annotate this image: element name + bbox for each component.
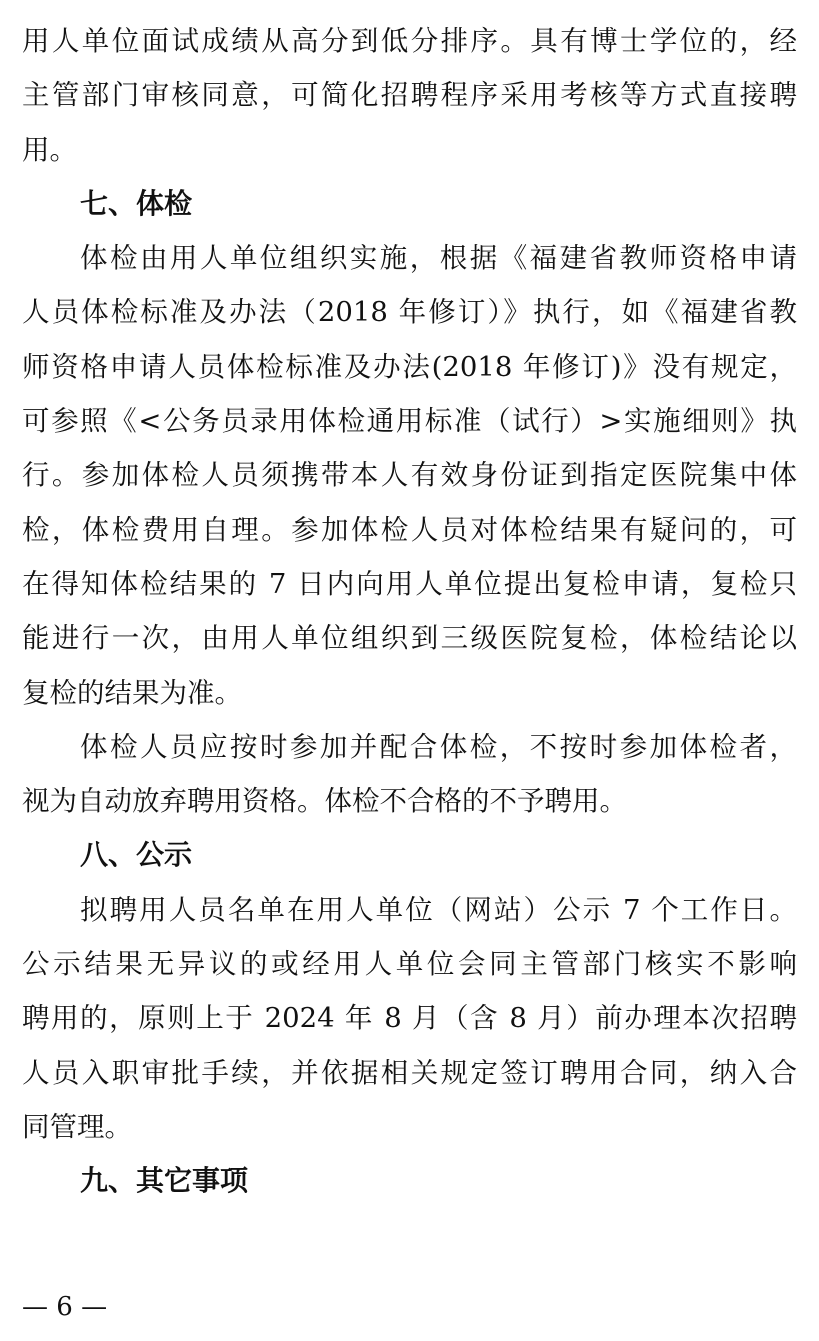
paragraph-line: 能进行一次，由用人单位组织到三级医院复检，体检结论以: [22, 622, 797, 655]
paragraph-line: 同管理。: [22, 1110, 132, 1143]
section-heading: 七、体检: [80, 186, 193, 220]
paragraph-line: 复检的结果为准。: [22, 676, 242, 709]
paragraph-line: 体检由用人单位组织实施，根据《福建省教师资格申请: [80, 242, 797, 275]
page-number: — 6 —: [22, 1292, 108, 1322]
section-heading: 八、公示: [80, 838, 193, 872]
document-body: [22, 14, 797, 1209]
section-heading: 九、其它事项: [80, 1164, 249, 1198]
paragraph-line: 用。: [22, 133, 77, 166]
paragraph-line: 体检人员应按时参加并配合体检，不按时参加体检者，: [80, 730, 797, 763]
paragraph-line: 可参照《<公务员录用体检通用标准（试行）>实施细则》执: [22, 405, 797, 438]
paragraph-line: 公示结果无异议的或经用人单位会同主管部门核实不影响: [22, 948, 797, 981]
paragraph-line: 人员入职审批手续，并依据相关规定签订聘用合同，纳入合: [22, 1056, 797, 1089]
paragraph-line: 聘用的，原则上于 2024 年 8 月（含 8 月）前办理本次招聘: [22, 1002, 797, 1035]
paragraph-line: 用人单位面试成绩从高分到低分排序。具有博士学位的，经: [22, 25, 797, 57]
paragraph-line: 检，体检费用自理。参加体检人员对体检结果有疑问的，可: [22, 513, 797, 546]
paragraph-line: 在得知体检结果的 7 日内向用人单位提出复检申请，复检只: [22, 567, 797, 600]
paragraph-line: 主管部门审核同意，可简化招聘程序采用考核等方式直接聘: [22, 79, 797, 112]
paragraph-line: 视为自动放弃聘用资格。体检不合格的不予聘用。: [22, 785, 627, 818]
paragraph-line: 行。参加体检人员须携带本人有效身份证到指定医院集中体: [22, 459, 797, 492]
paragraph-line: 人员体检标准及办法（2018 年修订）》执行，如《福建省教: [22, 296, 797, 329]
paragraph-line: 拟聘用人员名单在用人单位（网站）公示 7 个工作日。: [80, 893, 797, 926]
paragraph-line: 师资格申请人员体检标准及办法(2018 年修订)》没有规定，: [22, 350, 797, 383]
